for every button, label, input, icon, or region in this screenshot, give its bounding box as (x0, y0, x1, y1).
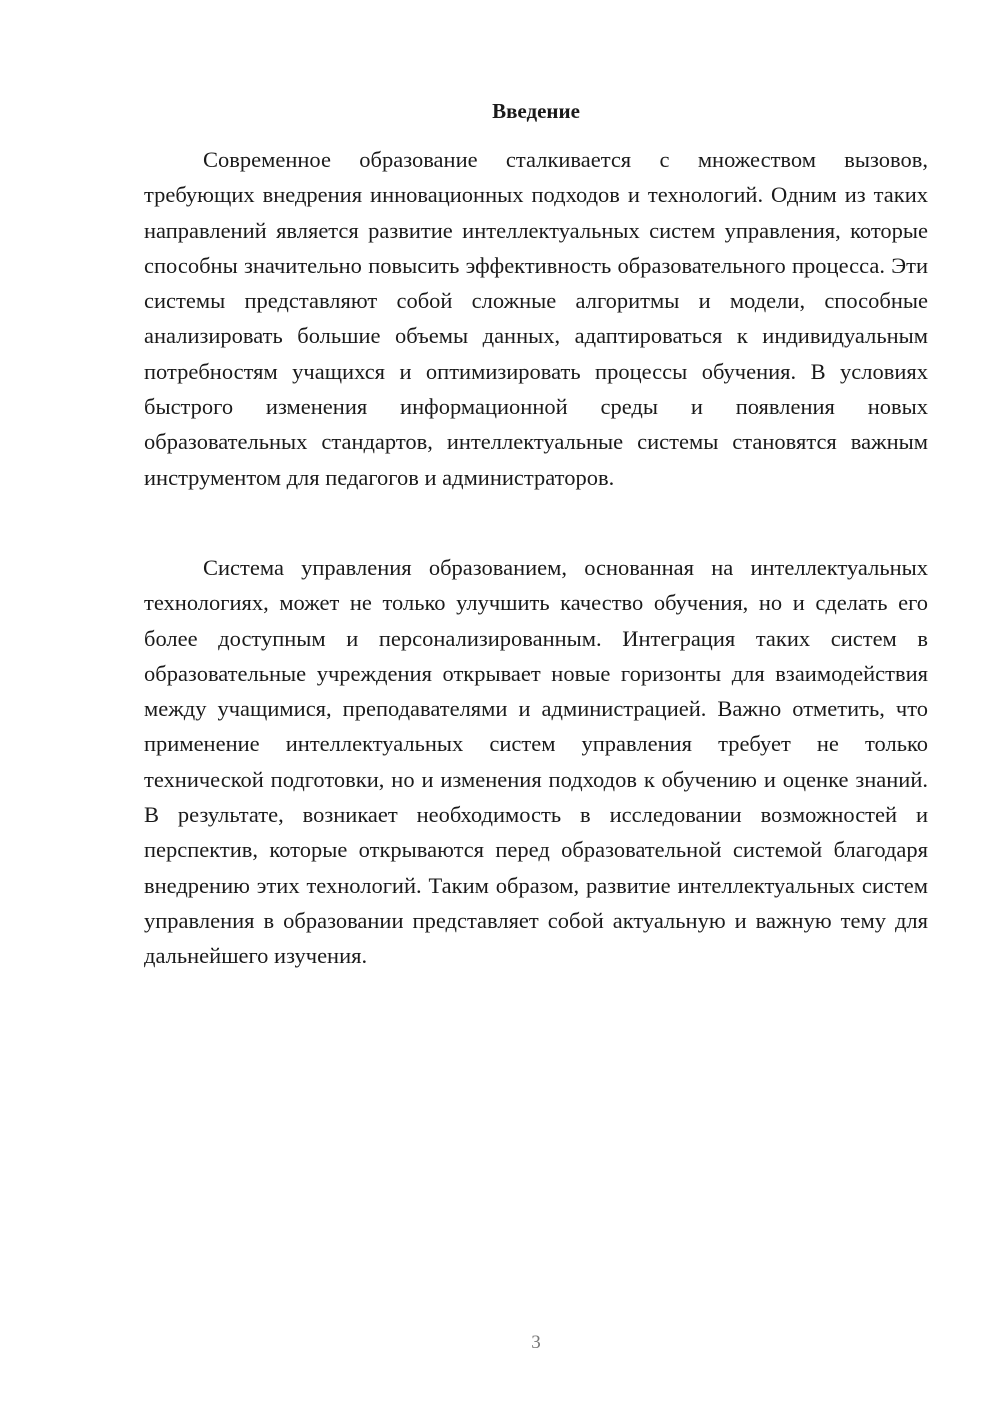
paragraph-intro: Современное образование сталкивается с множеством вызовов, требующих внедрения инновационных подходов и технологий. Одним из таких направлений является развитие интеллектуальных систем управления, которые способны значительно повысить эффективность образовательного процесса. Эти системы представляют собой сложные алгоритмы и модели, способные анализировать большие объемы данных, адаптироваться к индивидуальным потребностям учащихся и оптимизировать процессы обучения. В условиях быстрого изменения информационной среды и появления новых образовательных стандартов, интеллектуальные системы становятся важным инструментом для педагогов и администраторов. (144, 147, 928, 490)
section-heading: Введение (492, 99, 580, 123)
page-number: 3 (531, 1332, 541, 1353)
paragraph-system: Система управления образованием, основанная на интеллектуальных технологиях, может не только улучшить качество обучения, но и сделать его более доступным и персонализированным. Интеграция таких систем в образовательные учреждения открывает новые горизонты для взаимодействия между учащимися, преподавателями и администрацией. Важно отметить, что применение интеллектуальных систем управления требует не только технической подготовки, но и изменения подходов к обучению и оценке знаний. В результате, возникает необходимость в исследовании возможностей и перспектив, которые открываются перед образовательной системой благодаря внедрению этих технологий. Таким образом, развитие интеллектуальных систем управления в образовании представляет собой актуальную и важную тему для дальнейшего изучения. (144, 555, 928, 969)
